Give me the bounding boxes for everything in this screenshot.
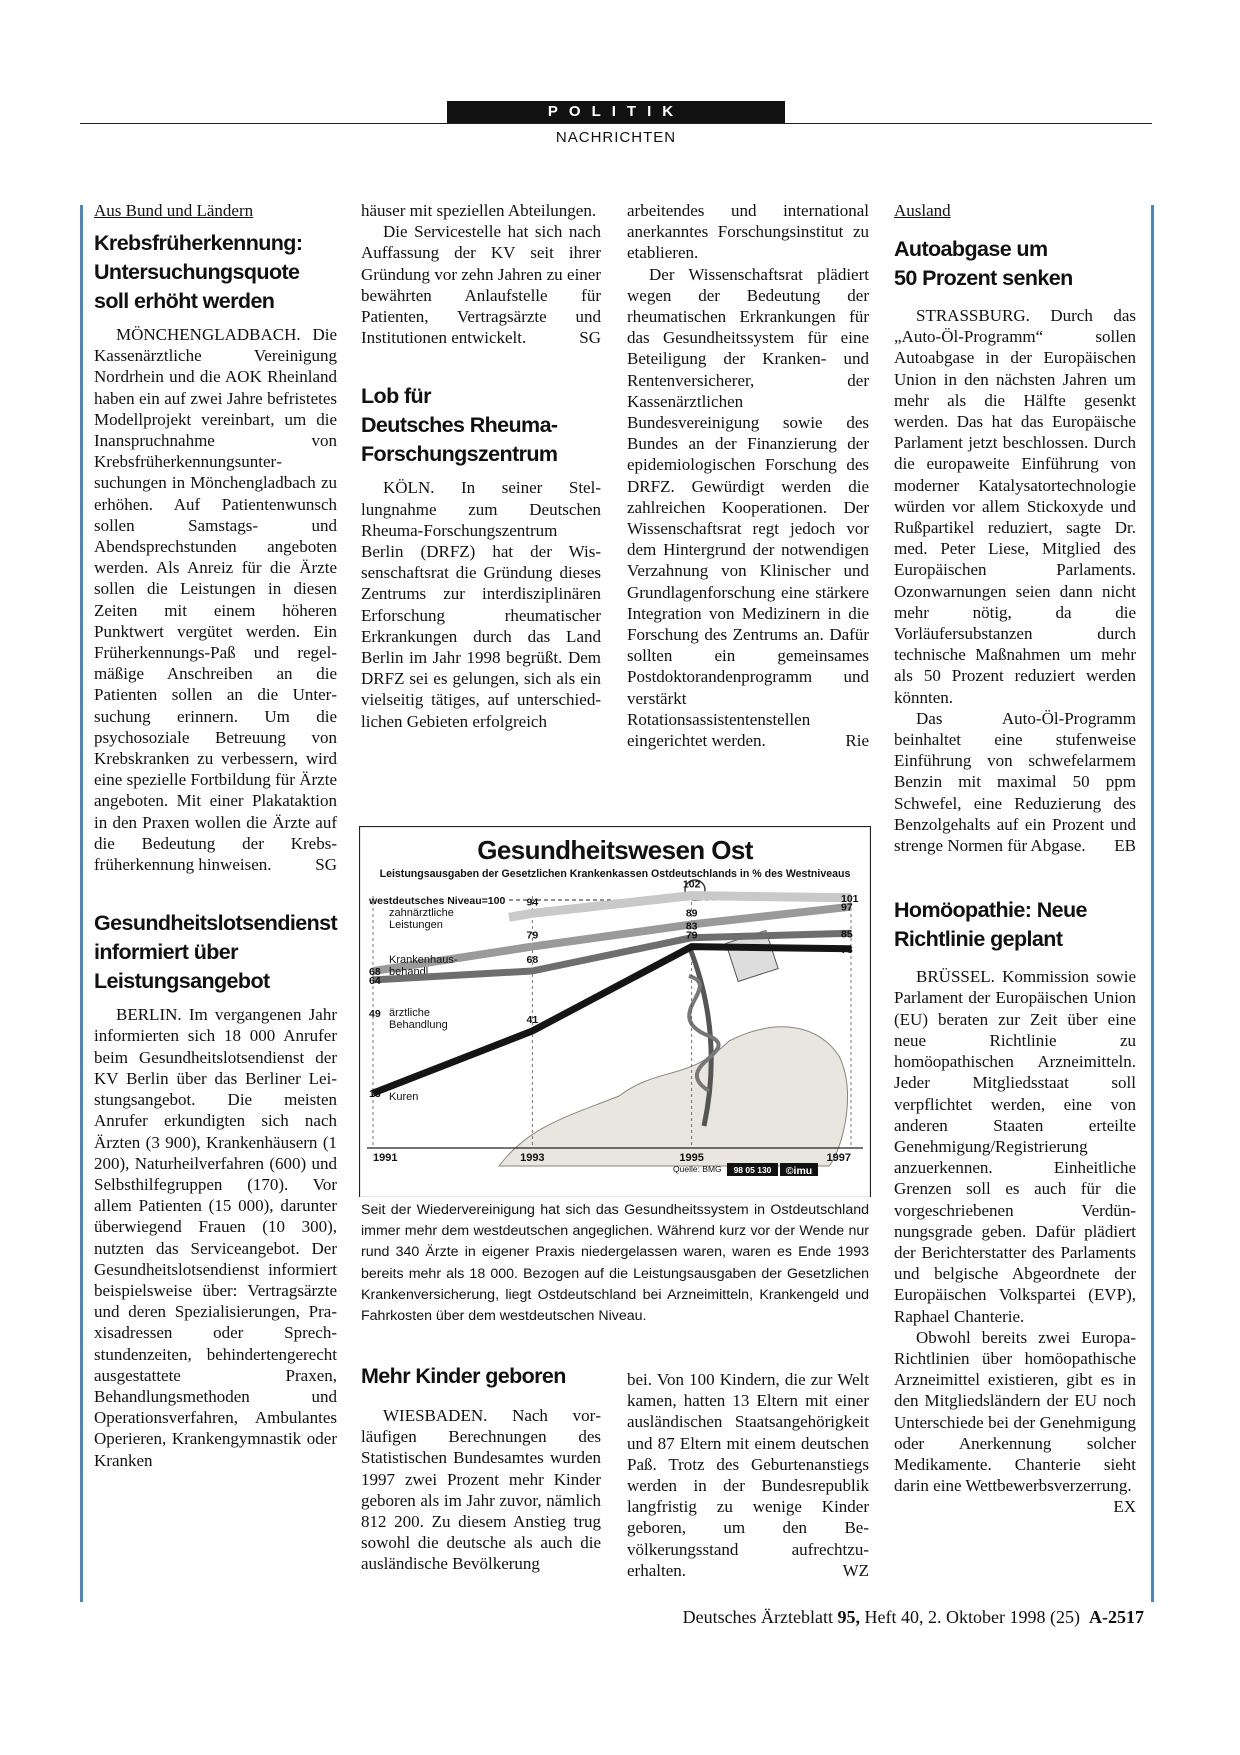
column-4 (894, 200, 1136, 1518)
signature: SG (579, 328, 601, 348)
footer-volume: 95, (837, 1607, 861, 1627)
article-body-homoeo-part1: BRÜSSEL. Kommission sowie Parlament der Europäischen Union (EU) beraten zur Zeit über eine neue Richtlinie zu homöopathischen Arzneimitteln. Jeder Mitgliedsstaat soll verpflichtet werden, eine von anderen Staaten erteilte Genehmigung/Registrierung anzuerkennen. Einheitliche Grenzen soll es auch für die vorgeschriebenen Verdünnungsgrade geben. Dafür plädiert der Berichterstatter des Parlaments und belgische Abgeordnete der Europäischen Volkspartei (EVP), Raphael Chanterie. (894, 967, 1136, 1326)
data-label: 102 (682, 878, 701, 891)
data-label: 79 (685, 929, 698, 942)
data-label: 79 (526, 929, 539, 942)
data-label: 13 (369, 1088, 381, 1101)
article-body-krebs: MÖNCHENGLADBACH. Die Kassenärztliche Vereinigung Nordrhein und die AOK Rheinland haben ein auf zwei Jahre befristetes Modellprojekt vereinbart, um die Inanspruchnahme von Krebsfrüherkennungsuntersuchungen in Mönchengladbach zu erhöhen. Auf Patientenwunsch sollen Samstags- und Abendsprechstunden angeboten werden. Als Anreiz für die Ärzte sollen die Leistungen in diesen Zeiten mit einem höheren Punktwert vergütet werden. Ein Früherkennungs-Paß und regelmäßige Anschreiben an die Patienten sollen an die Untersuchung erinnern. Um die psychosoziale Betreuung von Krebskranken zu verbessern, wird eine spezielle Fortbildung für Ärzte angeboten. Mit einer Plakataktion in den Praxen wollen die Ärzte auf die Bedeutung der Krebsfrüherkennung hinweisen. SG (94, 325, 337, 875)
x-tick-label: 1995 (679, 1152, 704, 1164)
signature: Rie (845, 731, 869, 751)
headline-homoeopathie: Homöopathie: Neue Richtlinie geplant (894, 898, 1087, 952)
kicker-ausland: Ausland (894, 201, 951, 220)
chart-svg (359, 826, 871, 1197)
headline-krebs: Krebsfrüherkennung: Untersuchungsquote soll erhöht werden (94, 231, 303, 313)
data-label: 97 (841, 901, 853, 914)
left-margin-bar (80, 205, 83, 1602)
column-1 (94, 200, 337, 1471)
data-label: 49 (369, 1008, 381, 1021)
signature: EB (1114, 836, 1136, 856)
data-label: 85 (841, 928, 853, 941)
article-body-kinder-part1: WIESBADEN. Nach vorläufigen Berechnungen des Statistischen Bundesamtes wurden 1997 zwei Prozent mehr Kinder geboren als im Jahr zuvor, nämlich 812 200. Zu diesem Anstieg trug sowohl die deutsche als auch die ausländische Bevölkerung (361, 1406, 601, 1574)
section-label: POLITIK (447, 101, 785, 123)
signature: SG (315, 855, 337, 875)
data-label: 89 (685, 907, 698, 920)
article-body-kinder-part2: bei. Von 100 Kindern, die zur Welt kamen, hatten 13 Eltern mit einer ausländischen Staatsangehörigkeit und 87 Eltern mit einem deutschen Paß. Trotz des Geburtenanstiegs werden in der Bundesrepublik langfristig zu wenige Kinder geboren, um den Bevölkerungsstand aufrechtzuerhalten. WZ (627, 1370, 869, 1580)
article-body-lotsen-part1: BERLIN. Im vergangenen Jahr informierten sich 18 000 Anrufer beim Gesundheitslotsendienst der KV Berlin über das Berliner Leistungsangebot. Die meisten Anrufer erkundigten sich nach Ärzten (3 900), Krankenhäusern (1 200), Naturheilverfahren (600) und Selbsthilfegruppen (170). Vor allem Patienten (15 000), darunter überwiegend Frauen (10 300), nutzten das Serviceangebot. Der Gesundheitslotsendienst informiert beispielsweise über: Vertragsärzte und deren Spezialisierungen, Praxisadressen oder Sprechstundenzeiten, behindertengerecht ausgestattete Praxen, Behandlungsmethoden und Operationsverfahren, Ambulantes Operieren, Krankengymnastik oder Kranken (94, 1005, 337, 1470)
signature: EX (1113, 1497, 1136, 1517)
headline-lotsen: Gesundheitslotsendienst informiert über Leistungsangebot (94, 911, 338, 994)
legend-entry: zahnärztliche (389, 907, 454, 919)
headline-rheuma: Lob für Deutsches Rheuma- Forschungszentrum (361, 384, 558, 467)
column-2-lower (361, 1362, 601, 1575)
data-label: 68 (369, 966, 381, 979)
article-body-homoeo-part2: Obwohl bereits zwei Europa-Richtlinien über homöopathische Arzneimittel existieren, gibt es in den Mitgliedsländern der EU noch Unterschiede bei der Genehmigung oder Anerkennung solcher Medikamente. Chanterie sieht darin eine Wettbewerbsverzerrung. EX (894, 1327, 1136, 1517)
data-label: 94 (526, 896, 539, 909)
legend-entry: behandl. (389, 966, 432, 978)
article-body-rheuma-part1: KÖLN. In seiner Stellungnahme zum Deutschen Rheuma-Forschungszentrum Berlin (DRFZ) hat der Wissenschaftsrat die Gründung dieses Zentrums zur interdisziplinären Erforschung rheumatischer Erkrankungen durch das Land Berlin im Jahr 1998 begrüßt. Dem DRFZ sei es gelungen, sich als ein vielseitig tätiges, auf unterschiedlichen Gebieten erfolgreich (361, 478, 601, 731)
legend-entry: Behandlung (389, 1019, 448, 1031)
right-margin-bar (1151, 205, 1154, 1602)
kicker-bund-laender: Aus Bund und Ländern (94, 201, 254, 220)
subsection-label: NACHRICHTEN (555, 129, 677, 146)
chart-code: 98 05 130 (733, 1165, 772, 1175)
legend-entry: Kuren (389, 1091, 419, 1103)
x-tick-label: 1997 (826, 1152, 851, 1164)
chart-source: Quelle: BMG (673, 1164, 722, 1174)
column-3-lower (627, 1369, 869, 1581)
chart-caption: Seit der Wiedervereinigung hat sich das Gesundheitssystem in Ostdeutschland immer mehr dem westdeutschen angeglichen. Während kurz vor der Wende nur rund 340 Ärzte in eigener Praxis niedergelassen waren, waren es Ende 1993 bereits mehr als 18 000. Bezogen auf die Leistungsausgaben der Gesetzlichen Krankenversicherung, liegt Ostdeutschland bei Arzneimitteln, Krankengeld und Fahrkosten über dem westdeutschen Niveau. (361, 1202, 869, 1325)
x-tick-label: 1993 (520, 1152, 545, 1164)
signature: WZ (842, 1560, 869, 1580)
headline-kinder: Mehr Kinder geboren (361, 1364, 566, 1388)
column-3 (627, 200, 869, 751)
chart-subtitle: Leistungsausgaben der Gesetzlichen Krankenkassen Ostdeutschlands in % des Westniveaus (379, 868, 851, 880)
article-body-lotsen-part3: Die Servicestelle hat sich nach Auffassung der KV seit ihrer Gründung vor zehn Jahren zu einer bewährten Anlaufstelle für Patienten, Vertragsärzte und Institutionen entwickelt. SG (361, 222, 601, 348)
article-body-autoabgase-part1: STRASSBURG. Durch das „Auto-Öl-Programm“ sollen Autoabgase in der Europäischen Union in den nächsten Jahren um mehr als die Hälfte gesenkt werden. Das hat das Europäische Parlament jetzt beschlossen. Durch die europaweite Einführung von moderner Katalysatortechnologie würden vor allem Stickoxyde und Rußpartikel reduziert, sagte Dr. med. Peter Liese, Mitglied des Europäischen Parlaments. Ozonwarnungen seien dann nicht mehr nötig, da die Vorläufersubstanzen durch technische Maßnahmen um mehr als 50 Prozent reduziert werden könnten. (894, 306, 1136, 707)
footer-journal: Deutsches Ärzteblatt (682, 1607, 834, 1627)
legend-entry: Leistungen (389, 919, 443, 931)
data-label: 78 (841, 943, 853, 956)
page-footer (683, 1607, 1144, 1628)
header-rule (80, 123, 1152, 124)
data-label: 83 (685, 920, 698, 933)
article-body-autoabgase-part2: Das Auto-Öl-Programm beinhaltet eine stufenweise Einführung von schwefelarmem Benzin mit maximal 50 ppm Schwefel, eine Reduzierung des Benzolgehalts auf ein Prozent und strenge Normen für Abgase. EB (894, 708, 1136, 856)
chart-title: Gesundheitswesen Ost (477, 835, 753, 865)
data-label: 64 (369, 974, 381, 987)
data-label: 101 (841, 892, 859, 905)
article-body-rheuma-part2: arbeitendes und international anerkanntes Forschungsinstitut zu etablieren. (627, 201, 869, 263)
article-body-lotsen-part2: häuser mit speziellen Abteilungen. (361, 201, 597, 220)
legend-entry: Krankenhaus- (389, 954, 458, 966)
data-label: 68 (526, 954, 539, 967)
footer-issue: Heft 40, 2. Oktober 1998 (25) (864, 1607, 1080, 1627)
data-label: 41 (526, 1013, 539, 1026)
reference-label: westdeutsches Niveau=100 (369, 895, 506, 907)
chart-brand: ©imu (785, 1165, 813, 1177)
legend-entry: ärztliche (389, 1007, 430, 1019)
footer-page: A-2517 (1089, 1607, 1144, 1627)
article-body-rheuma-part3: Der Wissenschaftsrat plädiert wegen der Bedeutung der rheumatischen Erkrankungen für das Gesundheitssystem für eine Beteiligung der Kranken- und Rentenversicherer, der Kassenärztlichen Bundesvereinigung sowie des Bundes an der Finanzierung der epidemiologischen Forschung des DRFZ. Gewürdigt werden die zahlreichen Kooperationen. Der Wissenschaftsrat regt jedoch vor dem Hintergrund der notwendigen Verzahnung von Klinischer und Grundlagenforschung eine stärkere Integration von Medizinern in die Forschung des Zentrums an. Dafür sollten ein gemeinsames Postdoktorandenprogramm und verstärkt Rotationsassistentenstellen eingerichtet werden. Rie (627, 264, 869, 751)
headline-autoabgase: Autoabgase um 50 Prozent senken (894, 237, 1073, 290)
chart-gesundheitswesen-ost (359, 826, 871, 1197)
column-2 (361, 200, 601, 732)
x-tick-label: 1991 (373, 1152, 398, 1164)
